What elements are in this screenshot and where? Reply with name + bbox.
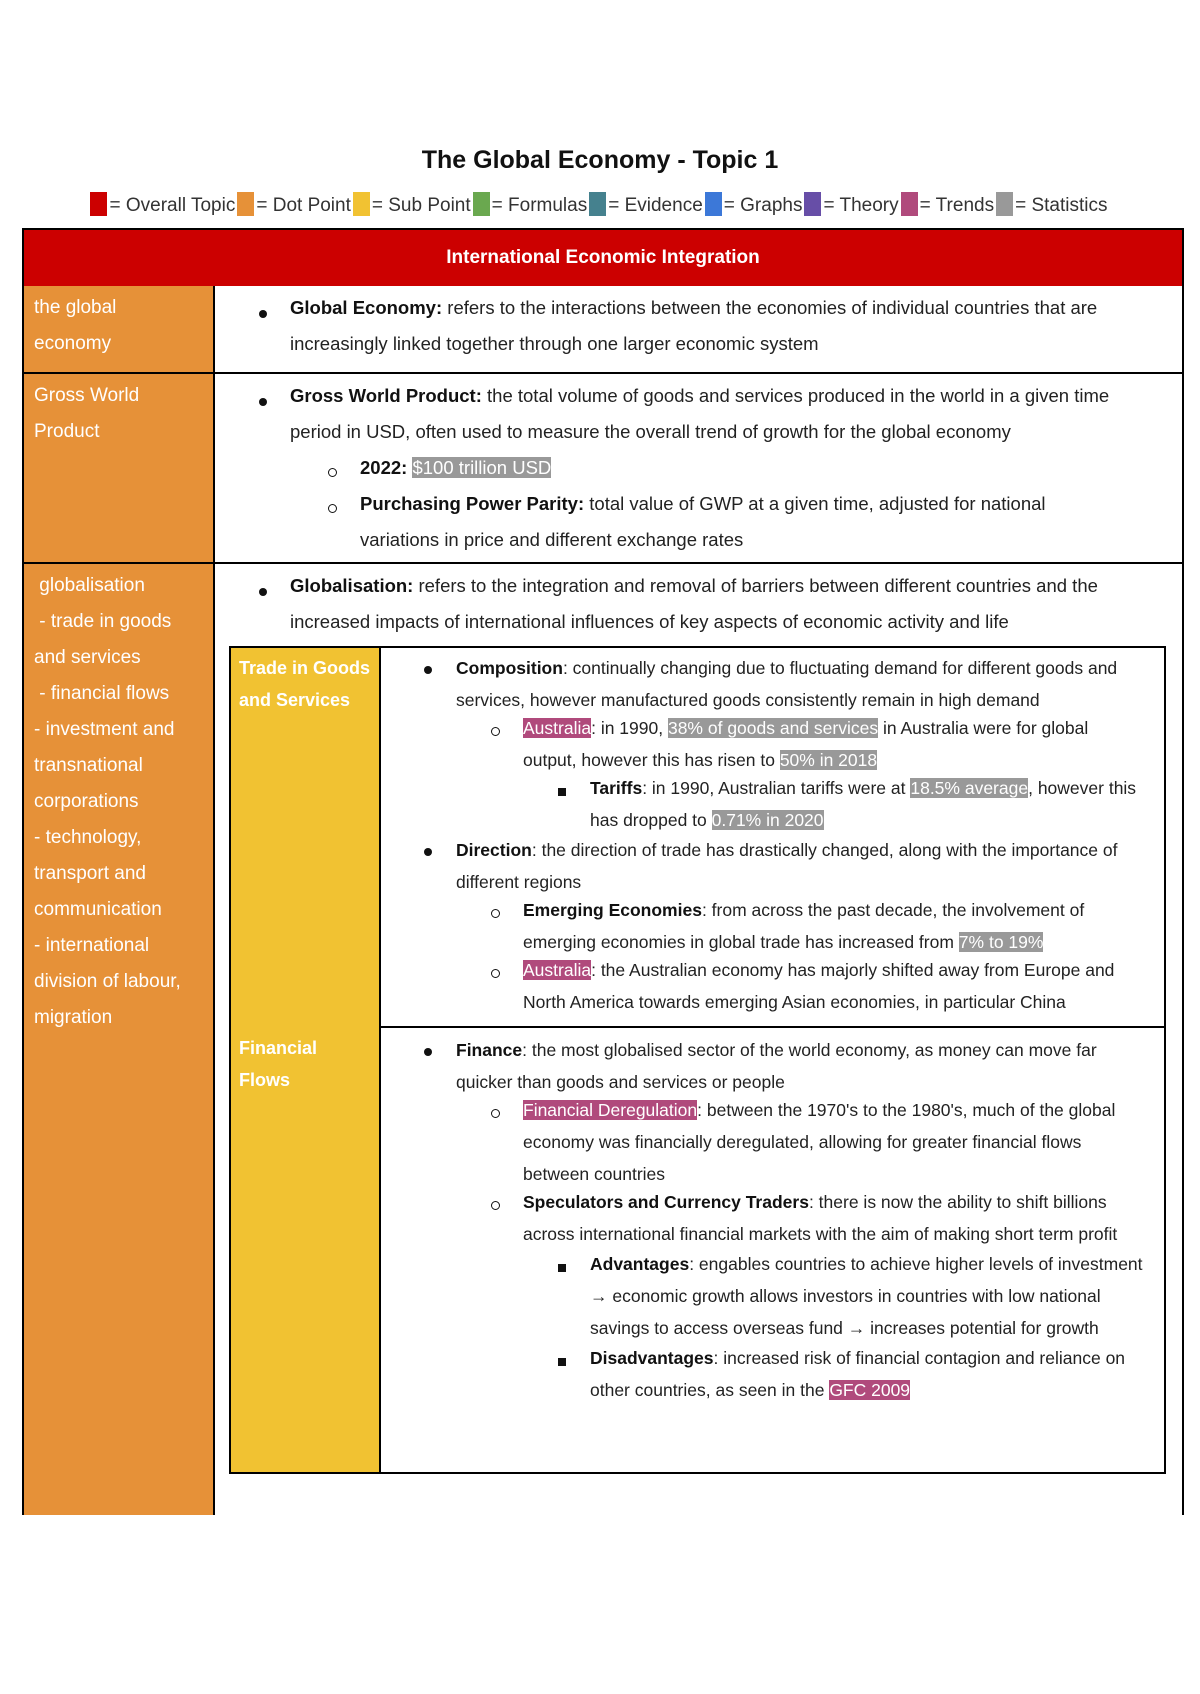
- bullet-ring: [491, 969, 500, 978]
- bullet-ring: [491, 727, 500, 736]
- trend-highlight: Australia: [523, 718, 592, 738]
- bullet-ring: [491, 1109, 500, 1118]
- subrow-content-financial-flows: Finance: the most globalised sector of the world economy, as money can move far quicker than goods and services or people Financial Deregulation: between the 1970's to the 1980's, much of the global economy was financially deregulated, allowing for greater financial flows between countries Speculators and Currency Traders: there is now the ability to shift billions across international financial markets with the aim of making short term profit Advantages: engables countries to achieve higher levels of investment → economic growth allows investors in countries with low national savings to access overseas fund → increases potential for growth Disadvantages: increased risk of financial contagion and reliance on other countries, as seen in the GFC 2009: [381, 1028, 1164, 1472]
- row-label-line: - technology,: [34, 827, 142, 848]
- row-label-line: division of labour,: [34, 971, 181, 992]
- legend-label: = Dot Point: [256, 195, 351, 216]
- bullet-dot: [424, 666, 432, 674]
- page-title: The Global Economy - Topic 1: [421, 146, 779, 174]
- legend-label: = Statistics: [1015, 195, 1108, 216]
- legend-label: = Overall Topic: [109, 195, 236, 216]
- row-label-line: - trade in goods: [34, 611, 172, 632]
- bullet-ring: [328, 504, 337, 513]
- color-legend: [0, 192, 1200, 217]
- statistic-highlight: 18.5% average: [910, 778, 1029, 798]
- notes-table: [22, 228, 1184, 1515]
- legend-swatch: [473, 192, 490, 216]
- statistic-highlight: 50% in 2018: [779, 750, 878, 770]
- row-label-line: transport and: [34, 863, 146, 884]
- bullet-dot: [424, 1048, 432, 1056]
- legend-label: = Trends: [919, 195, 995, 216]
- row-label-line: - financial flows: [34, 683, 170, 704]
- row-label-global-economy: the global economy: [24, 286, 215, 374]
- row-label-line: - investment and: [34, 719, 175, 740]
- bullet-square: [558, 1358, 566, 1366]
- row-label-line: transnational: [34, 755, 143, 776]
- bullet-ring: [491, 909, 500, 918]
- statistic-highlight: $100 trillion USD: [412, 457, 552, 478]
- legend-label: = Theory: [823, 195, 899, 216]
- trend-highlight: Australia: [523, 960, 592, 980]
- legend-label: = Formulas: [491, 195, 588, 216]
- subrow-label-financial-flows: Financial Flows: [231, 1028, 381, 1472]
- row-content-global-economy: Global Economy: refers to the interactions between the economies of individual countries that are increasingly linked together through one larger economic system: [215, 286, 1182, 374]
- bullet-square: [558, 1264, 566, 1272]
- bullet-dot: [424, 848, 432, 856]
- row-label-line: - international: [34, 935, 150, 956]
- globalisation-subtable: [229, 646, 1166, 1474]
- trend-highlight: GFC 2009: [829, 1380, 911, 1400]
- row-label-line: globalisation: [34, 575, 145, 596]
- legend-label: = Sub Point: [371, 195, 471, 216]
- row-label-gwp: Gross World Product: [24, 374, 215, 564]
- bullet-dot: [259, 398, 267, 406]
- subrow-label-trade: Trade in Goods and Services: [231, 648, 381, 1028]
- row-content-gwp: Gross World Product: the total volume of goods and services produced in the world in a given time period in USD, often used to measure the overall trend of growth for the global economy 2022: $100 trillion USD Purchasing Power Parity: total value of GWP at a given time, adjusted for national variations in price and different exchange rates: [215, 374, 1182, 564]
- legend-label: = Evidence: [608, 195, 703, 216]
- bullet-ring: [491, 1201, 500, 1210]
- row-label-line: migration: [34, 1007, 113, 1028]
- legend-label: = Graphs: [723, 195, 803, 216]
- subrow-content-trade: Composition: continually changing due to fluctuating demand for different goods and services, however manufactured goods consistently remain in high demand Australia: in 1990, 38% of goods and services in Australia were for global output, however this has risen to 50% in 2018 Tariffs: in 1990, Australian tariffs were at 18.5% average, however this has dropped to 0.71% in 2020 Direction: the direction of trade has drastically changed, along with the importance of different regions Emerging Economies: from across the past decade, the involvement of emerging economies in global trade has increased from 7% to 19% Australia: the Australian economy has majorly shifted away from Europe and North America towards emerging Asian economies, in particular China: [381, 648, 1164, 1028]
- row-label-line: communication: [34, 899, 162, 920]
- row-content-globalisation: Globalisation: refers to the integration and removal of barriers between different countries and the increased impacts of international influences of key aspects of economic activity and life Trade in Goods and Services Composition: continually changing due to fluctuating demand for different goods and services, however manufactured goods consistently remain in high demand Australia: in 1990, 38% of goods and services in Australia were for global output, however this has risen to 50% in 2018 Tariffs: in 1990, Australian tariffs were at 18.5% average, however this has dropped to 0.71% in 2020 Direction: the direction of trade has drastically changed, along with the importance of different regions Emerging Economies: from across the past decade, the involvement of emerging economies in global trade has increased from 7% to 19% Australia: the Australian economy has majorly shifted away from Europe and North America towards emerging Asian economies, in particular China Financial Flows Finance: the most globalised sector of the world economy, as money can move far quicker than goods and services or people Financial Deregulation: between the 1970's to the 1980's, much of the global economy was financially deregulated, allowing for greater financial flows between countries Speculators and Currency Traders: there is now the ability to shift billions across international financial markets with the aim of making short term profit Advantages: engables countries to achieve higher levels of investment → economic growth allows investors in countries with low national savings to access overseas fund → increases potential for growth Disadvantages: increased risk of financial contagion and reliance on other countries, as seen in the GFC 2009: [215, 564, 1182, 1515]
- bullet-dot: [259, 588, 267, 596]
- topic-header: International Economic Integration: [24, 230, 1182, 288]
- statistic-highlight: 0.71% in 2020: [711, 810, 824, 830]
- bullet-ring: [328, 468, 337, 477]
- legend-swatch: [589, 192, 606, 216]
- statistic-highlight: 7% to 19%: [958, 932, 1044, 952]
- trend-highlight: Financial Deregulation: [523, 1100, 698, 1120]
- legend-swatch: [705, 192, 722, 216]
- legend-swatch: [353, 192, 370, 216]
- row-label-line: corporations: [34, 791, 139, 812]
- bullet-square: [558, 788, 566, 796]
- legend-swatch: [996, 192, 1013, 216]
- legend-swatch: [90, 192, 107, 216]
- legend-swatch: [901, 192, 918, 216]
- statistic-highlight: 38% of goods and services: [667, 718, 879, 738]
- row-label-globalisation: [24, 564, 215, 1515]
- legend-swatch: [804, 192, 821, 216]
- bullet-dot: [259, 310, 267, 318]
- legend-swatch: [237, 192, 254, 216]
- row-label-line: and services: [34, 647, 141, 668]
